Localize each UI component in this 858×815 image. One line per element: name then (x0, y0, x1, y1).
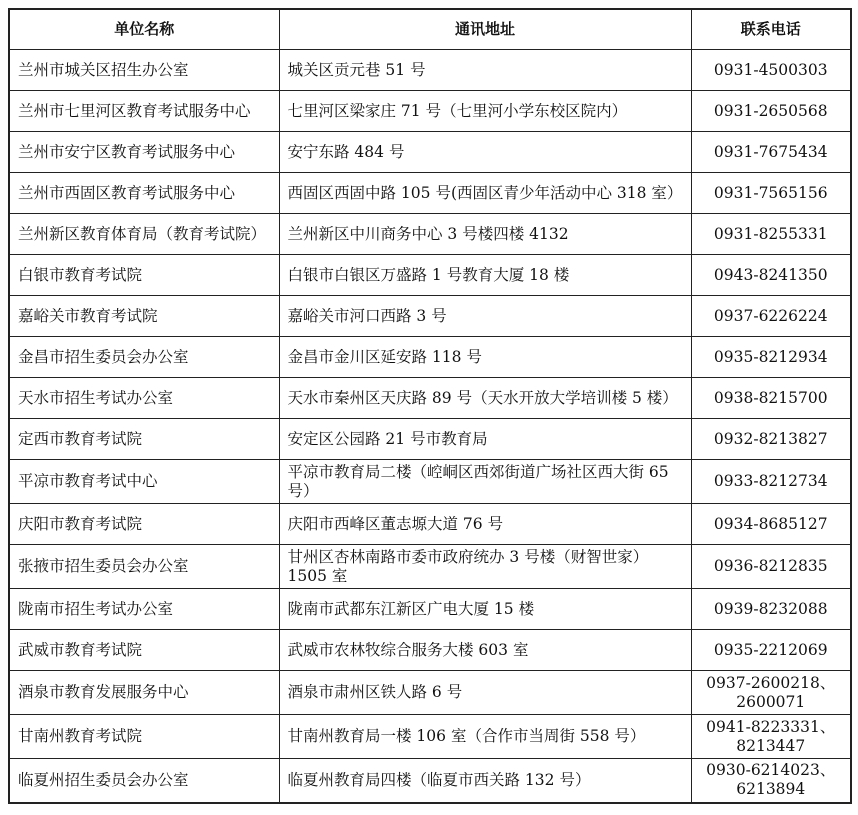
address-cell: 安宁东路 484 号 (279, 132, 691, 173)
table-row (9, 759, 851, 803)
table-row (9, 378, 851, 419)
address-cell: 金昌市金川区延安路 118 号 (279, 337, 691, 378)
phone-number: 0938-8215700 (713, 388, 828, 407)
phone-number: 0941-8223331、 (706, 717, 836, 736)
unit-name-cell: 酒泉市教育发展服务中心 (9, 671, 279, 715)
address-cell: 平凉市教育局二楼（崆峒区西郊街道广场社区西大街 65 号） (279, 460, 691, 504)
phone-cell (691, 589, 851, 630)
unit-name-cell: 兰州市西固区教育考试服务中心 (9, 173, 279, 214)
phone-cell (691, 91, 851, 132)
table-row (9, 173, 851, 214)
phone-number: 2600071 (736, 692, 806, 711)
phone-cell (691, 759, 851, 803)
address-cell: 甘南州教育局一楼 106 室（合作市当周街 558 号） (279, 715, 691, 759)
address-cell: 西固区西固中路 105 号(西固区青少年活动中心 318 室） (279, 173, 691, 214)
table-row (9, 337, 851, 378)
header-row (9, 9, 851, 50)
unit-name-cell: 临夏州招生委员会办公室 (9, 759, 279, 803)
address-cell: 城关区贡元巷 51 号 (279, 50, 691, 91)
table-row (9, 419, 851, 460)
phone-number: 0931-7565156 (713, 183, 828, 202)
phone-number: 0934-8685127 (713, 514, 828, 533)
phone-number: 0931-7675434 (713, 142, 828, 161)
phone-number: 0935-8212934 (713, 347, 828, 366)
phone-number: 0931-8255331 (713, 224, 828, 243)
table-row (9, 545, 851, 589)
unit-name-cell: 武威市教育考试院 (9, 630, 279, 671)
phone-cell (691, 132, 851, 173)
phone-cell (691, 255, 851, 296)
phone-number: 0937-6226224 (713, 306, 828, 325)
address-cell: 武威市农林牧综合服务大楼 603 室 (279, 630, 691, 671)
table-row (9, 589, 851, 630)
unit-name-cell: 天水市招生考试办公室 (9, 378, 279, 419)
phone-number: 0932-8213827 (713, 429, 828, 448)
contact-table (8, 8, 852, 804)
phone-cell (691, 173, 851, 214)
unit-name-cell: 白银市教育考试院 (9, 255, 279, 296)
address-cell: 七里河区梁家庄 71 号（七里河小学东校区院内） (279, 91, 691, 132)
phone-cell (691, 715, 851, 759)
phone-number: 0931-4500303 (713, 60, 828, 79)
phone-cell (691, 419, 851, 460)
phone-number: 0935-2212069 (713, 640, 828, 659)
unit-name-cell: 陇南市招生考试办公室 (9, 589, 279, 630)
unit-name-cell: 甘南州教育考试院 (9, 715, 279, 759)
phone-number: 0933-8212734 (713, 472, 828, 490)
unit-name-cell: 兰州市城关区招生办公室 (9, 50, 279, 91)
phone-cell (691, 50, 851, 91)
table-row (9, 214, 851, 255)
phone-cell (691, 214, 851, 255)
phone-number: 0939-8232088 (713, 599, 828, 618)
phone-cell (691, 378, 851, 419)
address-cell: 甘州区杏林南路市委市政府统办 3 号楼（财智世家）1505 室 (279, 545, 691, 589)
unit-name-cell: 兰州新区教育体育局（教育考试院） (9, 214, 279, 255)
phone-cell (691, 296, 851, 337)
address-cell: 陇南市武都东江新区广电大厦 15 楼 (279, 589, 691, 630)
unit-name-cell: 兰州市安宁区教育考试服务中心 (9, 132, 279, 173)
phone-number: 0943-8241350 (713, 265, 828, 284)
address-cell: 临夏州教育局四楼（临夏市西关路 132 号） (279, 759, 691, 803)
unit-name-cell: 平凉市教育考试中心 (9, 460, 279, 504)
table-row (9, 460, 851, 504)
unit-name-cell: 定西市教育考试院 (9, 419, 279, 460)
address-cell: 嘉峪关市河口西路 3 号 (279, 296, 691, 337)
address-cell: 兰州新区中川商务中心 3 号楼四楼 4132 (279, 214, 691, 255)
table-row (9, 671, 851, 715)
address-cell: 天水市秦州区天庆路 89 号（天水开放大学培训楼 5 楼） (279, 378, 691, 419)
table-row (9, 255, 851, 296)
phone-cell (691, 504, 851, 545)
phone-number: 6213894 (736, 780, 806, 799)
table-row (9, 296, 851, 337)
phone-cell (691, 671, 851, 715)
table-row (9, 50, 851, 91)
table-row (9, 715, 851, 759)
table-row (9, 504, 851, 545)
unit-name-cell: 张掖市招生委员会办公室 (9, 545, 279, 589)
phone-cell (691, 337, 851, 378)
table-row (9, 91, 851, 132)
phone-number: 0931-2650568 (713, 101, 828, 120)
phone-number: 0936-8212835 (713, 557, 828, 575)
phone-cell (691, 545, 851, 589)
phone-number: 0930-6214023、 (706, 761, 836, 780)
header-phone: 联系电话 (691, 9, 851, 50)
phone-number: 0937-2600218、 (706, 673, 836, 692)
address-cell: 酒泉市肃州区铁人路 6 号 (279, 671, 691, 715)
table-row (9, 630, 851, 671)
table-body (9, 50, 851, 803)
unit-name-cell: 兰州市七里河区教育考试服务中心 (9, 91, 279, 132)
unit-name-cell: 庆阳市教育考试院 (9, 504, 279, 545)
phone-cell (691, 460, 851, 504)
table-row (9, 132, 851, 173)
phone-cell (691, 630, 851, 671)
address-cell: 白银市白银区万盛路 1 号教育大厦 18 楼 (279, 255, 691, 296)
header-unit-name: 单位名称 (9, 9, 279, 50)
address-cell: 安定区公园路 21 号市教育局 (279, 419, 691, 460)
unit-name-cell: 嘉峪关市教育考试院 (9, 296, 279, 337)
address-cell: 庆阳市西峰区董志塬大道 76 号 (279, 504, 691, 545)
phone-number: 8213447 (736, 736, 806, 755)
header-address: 通讯地址 (279, 9, 691, 50)
unit-name-cell: 金昌市招生委员会办公室 (9, 337, 279, 378)
